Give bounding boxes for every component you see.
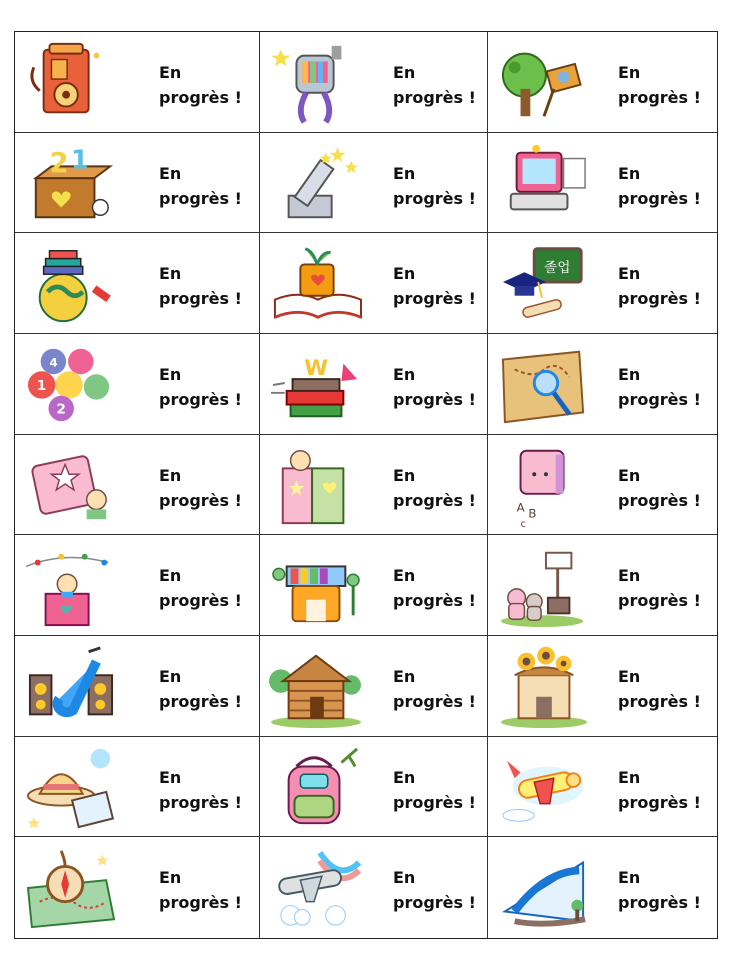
card-label <box>393 161 476 211</box>
card-label <box>159 664 242 714</box>
card-label <box>618 60 701 110</box>
label-card <box>488 737 717 838</box>
label-line-1: En <box>159 666 182 686</box>
label-line-1: En <box>159 264 182 284</box>
label-line-2: progrès ! <box>393 792 476 812</box>
label-card <box>488 535 717 636</box>
svg-text:2: 2 <box>49 147 69 179</box>
card-label <box>159 463 242 513</box>
svg-text:c: c <box>520 518 526 529</box>
label-line-1: En <box>393 264 416 284</box>
card-label <box>393 765 476 815</box>
graduation-board-icon <box>494 239 594 327</box>
computer-icon <box>494 139 594 227</box>
robot-stars-icon <box>266 38 366 126</box>
label-line-1: En <box>393 465 416 485</box>
label-line-2: progrès ! <box>618 88 701 107</box>
card-label <box>159 865 242 915</box>
card-label <box>393 664 476 714</box>
label-line-2: progrès ! <box>393 691 476 711</box>
label-card <box>260 32 488 133</box>
label-line-1: En <box>159 63 182 82</box>
label-card <box>260 233 488 334</box>
label-card <box>488 837 717 938</box>
label-card <box>15 535 260 636</box>
card-label <box>393 463 476 513</box>
card-label <box>618 664 701 714</box>
guitar-speakers-icon <box>21 642 121 730</box>
label-line-2: progrès ! <box>159 591 242 611</box>
label-card <box>15 636 260 737</box>
card-label <box>159 563 242 613</box>
label-card <box>15 837 260 938</box>
label-line-2: progrès ! <box>159 389 242 409</box>
svg-text:B: B <box>528 505 537 520</box>
card-label <box>393 362 476 412</box>
label-line-1: En <box>393 63 416 82</box>
label-card <box>488 334 717 435</box>
sun-hat-map-icon <box>21 743 121 831</box>
card-label <box>159 362 242 412</box>
number-box-icon <box>21 139 121 227</box>
airplane-clouds-icon <box>266 843 366 931</box>
label-line-2: progrès ! <box>618 792 701 812</box>
label-line-2: progrès ! <box>393 289 476 309</box>
svg-text:A: A <box>516 500 525 515</box>
label-card <box>488 32 717 133</box>
label-card <box>260 837 488 938</box>
label-card <box>15 133 260 234</box>
label-line-2: progrès ! <box>159 289 242 309</box>
label-card <box>260 535 488 636</box>
svg-text:1: 1 <box>36 377 47 394</box>
label-line-2: progrès ! <box>618 893 701 913</box>
label-sheet <box>14 31 718 939</box>
svg-text:1: 1 <box>71 143 89 174</box>
label-card <box>488 435 717 536</box>
label-line-1: En <box>618 163 641 183</box>
label-line-1: En <box>159 767 182 787</box>
card-label <box>618 161 701 211</box>
card-label <box>618 362 701 412</box>
card-label <box>159 261 242 311</box>
label-line-2: progrès ! <box>393 188 476 208</box>
label-card <box>15 32 260 133</box>
ship-icon <box>494 843 594 931</box>
apple-book-icon <box>266 239 366 327</box>
card-label <box>618 865 701 915</box>
label-card <box>15 737 260 838</box>
log-cabin-icon <box>266 642 366 730</box>
label-line-2: progrès ! <box>159 893 242 913</box>
xylophone-house-icon <box>266 541 366 629</box>
label-line-1: En <box>393 868 416 888</box>
card-label <box>159 161 242 211</box>
label-card <box>488 636 717 737</box>
label-line-2: progrès ! <box>618 289 701 309</box>
label-line-2: progrès ! <box>159 88 242 107</box>
music-box-icon <box>21 541 121 629</box>
label-line-1: En <box>159 868 182 888</box>
label-line-1: En <box>159 465 182 485</box>
label-line-1: En <box>393 364 416 384</box>
label-line-2: progrès ! <box>618 591 701 611</box>
card-label <box>618 463 701 513</box>
antique-phone-icon <box>21 38 121 126</box>
label-card <box>15 233 260 334</box>
label-line-1: En <box>393 767 416 787</box>
label-line-2: progrès ! <box>159 490 242 510</box>
label-card <box>15 435 260 536</box>
label-line-2: progrès ! <box>159 792 242 812</box>
airplane-yellow-icon <box>494 743 594 831</box>
number-balloons-icon <box>21 340 121 428</box>
label-card <box>260 737 488 838</box>
label-line-2: progrès ! <box>618 188 701 208</box>
card-label <box>393 563 476 613</box>
label-line-1: En <box>618 364 641 384</box>
label-line-1: En <box>618 767 641 787</box>
label-card <box>488 233 717 334</box>
label-line-1: En <box>159 566 182 586</box>
star-diary-icon <box>21 441 121 529</box>
tree-sign-icon <box>494 38 594 126</box>
compass-map-icon <box>21 843 121 931</box>
letter-books-icon <box>266 340 366 428</box>
label-line-2: progrès ! <box>393 591 476 611</box>
label-line-1: En <box>618 566 641 586</box>
label-line-2: progrès ! <box>618 490 701 510</box>
label-line-1: En <box>618 63 641 82</box>
label-line-2: progrès ! <box>159 188 242 208</box>
label-line-2: progrès ! <box>393 389 476 409</box>
label-line-1: En <box>618 868 641 888</box>
label-card <box>488 133 717 234</box>
label-line-1: En <box>393 163 416 183</box>
telescope-stars-icon <box>266 139 366 227</box>
card-label <box>618 765 701 815</box>
label-card <box>260 133 488 234</box>
card-label <box>393 865 476 915</box>
label-card <box>260 334 488 435</box>
label-line-2: progrès ! <box>393 88 476 107</box>
book-friends-icon <box>266 441 366 529</box>
label-card <box>260 636 488 737</box>
card-label <box>618 563 701 613</box>
label-line-1: En <box>618 264 641 284</box>
card-label <box>159 765 242 815</box>
card-label <box>393 60 476 110</box>
label-line-1: En <box>159 364 182 384</box>
treasure-map-icon <box>494 340 594 428</box>
globe-books-icon <box>21 239 121 327</box>
card-label <box>159 60 242 110</box>
label-line-1: En <box>393 666 416 686</box>
svg-text:2: 2 <box>56 401 66 418</box>
label-line-2: progrès ! <box>159 691 242 711</box>
label-line-1: En <box>159 163 182 183</box>
label-card <box>260 435 488 536</box>
abc-book-icon <box>494 441 594 529</box>
card-label <box>618 261 701 311</box>
label-line-1: En <box>618 666 641 686</box>
card-label <box>393 261 476 311</box>
svg-text:졸업: 졸업 <box>544 260 571 277</box>
label-line-1: En <box>618 465 641 485</box>
sunflower-house-icon <box>494 642 594 730</box>
label-line-2: progrès ! <box>618 691 701 711</box>
svg-text:4: 4 <box>49 355 58 370</box>
label-line-2: progrès ! <box>393 490 476 510</box>
cats-stump-icon <box>494 541 594 629</box>
backpack-icon <box>266 743 366 831</box>
label-card <box>15 334 260 435</box>
label-line-1: En <box>393 566 416 586</box>
svg-text:W: W <box>304 356 328 382</box>
label-line-2: progrès ! <box>393 893 476 913</box>
label-line-2: progrès ! <box>618 389 701 409</box>
